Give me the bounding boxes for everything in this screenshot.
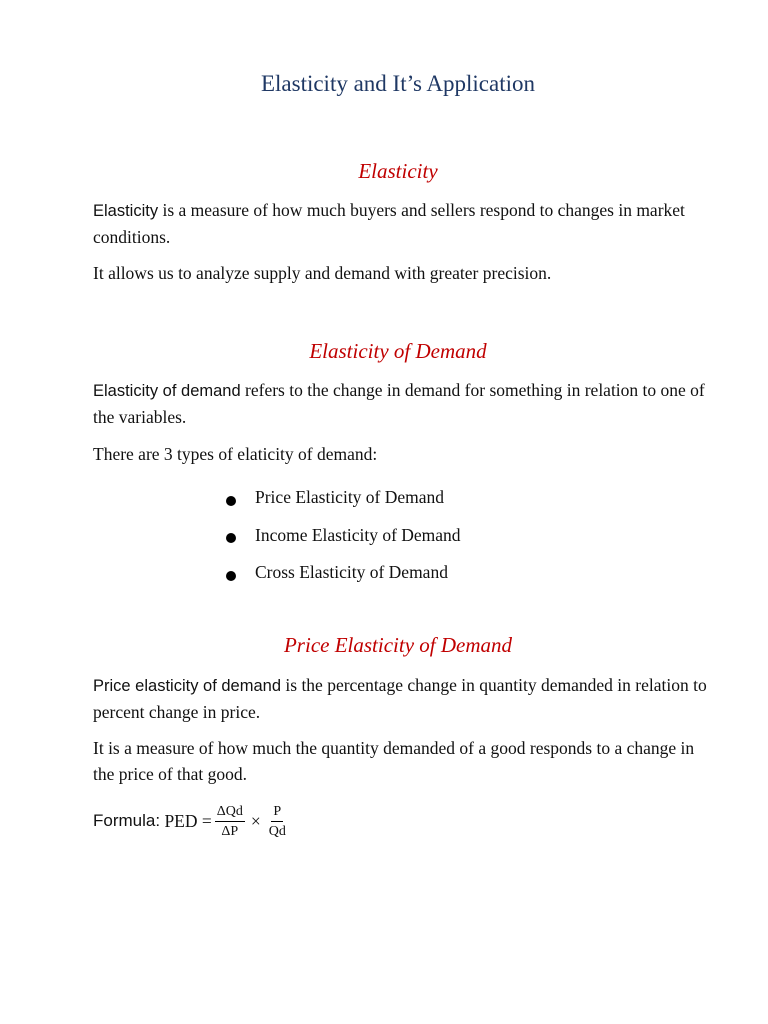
- fraction-denominator: ΔP: [221, 823, 239, 839]
- list-item: [226, 517, 461, 555]
- fraction-numerator: ΔQd: [215, 803, 245, 822]
- section-heading-elasticity: Elasticity: [358, 159, 438, 183]
- bullet-icon: [226, 496, 236, 506]
- paragraph: [93, 672, 718, 725]
- list-item-label: Income Elasticity of Demand: [255, 524, 461, 545]
- section-heading-price-elasticity: Price Elasticity of Demand: [283, 633, 513, 657]
- list-item: [226, 479, 461, 517]
- fraction-denominator: Qd: [268, 823, 286, 839]
- paragraph: There are 3 types of elaticity of demand:: [93, 444, 378, 464]
- fraction-p-over-q: [267, 803, 288, 840]
- bullet-icon: [226, 533, 236, 543]
- list-item-label: Cross Elasticity of Demand: [255, 562, 448, 583]
- defined-term: Elasticity of demand: [93, 382, 241, 400]
- defined-term: Price elasticity of demand: [93, 677, 282, 695]
- paragraph: It allows us to analyze supply and demand with greater precision.: [93, 263, 552, 283]
- list-item: [226, 554, 461, 592]
- paragraph: [93, 377, 718, 430]
- formula-label: Formula:: [93, 811, 161, 830]
- formula-lhs: PED =: [160, 810, 212, 831]
- document-title: Elasticity and It’s Application: [260, 71, 536, 96]
- section-heading-elasticity-of-demand: Elasticity of Demand: [309, 339, 487, 363]
- paragraph-text: refers to the change in demand for something in relation to one of the variables.: [93, 380, 705, 427]
- paragraph-text: is a measure of how much buyers and sellers respond to changes in market conditions.: [93, 200, 685, 247]
- paragraph: It is a measure of how much the quantity demanded of a good responds to a change in the price of that good.: [93, 738, 695, 784]
- fraction-numerator: P: [271, 803, 283, 822]
- demand-types-list: [226, 479, 461, 592]
- fraction-delta-q-over-delta-p: [215, 803, 245, 840]
- defined-term: Elasticity: [93, 202, 159, 220]
- multiply-sign: ×: [250, 810, 261, 831]
- ped-formula: [93, 796, 291, 846]
- paragraph: [93, 197, 718, 250]
- list-item-label: Price Elasticity of Demand: [255, 487, 445, 508]
- paragraph-text: is the percentage change in quantity demanded in relation to percent change in price.: [93, 675, 707, 722]
- bullet-icon: [226, 571, 236, 581]
